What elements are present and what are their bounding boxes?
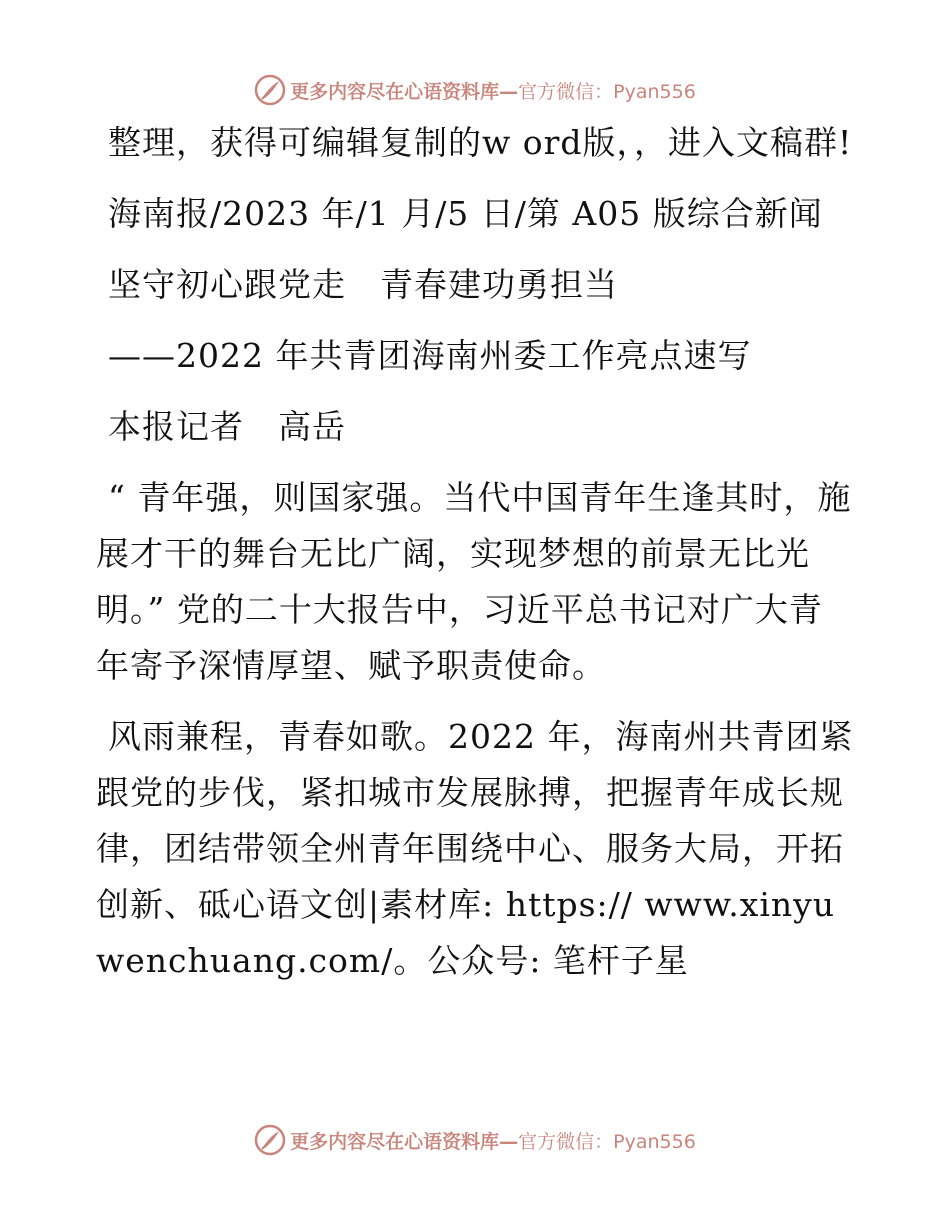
source-line: 海南报/2023 年/1 月/5 日/第 A05 版综合新闻 [108, 194, 823, 233]
article-subtitle: ——2022 年共青团海南州委工作亮点速写 [108, 336, 752, 375]
header-watermark-banner [0, 70, 950, 110]
banner-wechat-text: 官方微信：Pyan556 [518, 1130, 696, 1153]
reporter-line: 本报记者 高岳 [108, 407, 346, 446]
feather-pen-logo-icon [254, 1124, 286, 1156]
body-paragraph-1: “ 青年强，则国家强。当代中国青年生逢其时，施展才干的舞台无比广阔，实现梦想的前景无比光明。” 党的二十大报告中，习近平总书记对广大青年寄予深情厚望、赋予职责使命。 [96, 478, 852, 685]
banner-wechat-text: 官方微信：Pyan556 [518, 80, 696, 103]
article-title: 坚守初心跟党走 青春建功勇担当 [108, 265, 618, 304]
banner-main-text: 更多内容尽在心语资料库— [290, 80, 519, 103]
intro-paragraph: 整理，获得可编辑复制的w ord版，，进入文稿群! [108, 123, 853, 162]
footer-watermark-banner [0, 1120, 950, 1160]
banner-main-text: 更多内容尽在心语资料库— [290, 1130, 519, 1153]
feather-pen-logo-icon [254, 74, 286, 106]
body-paragraph-2: 风雨兼程，青春如歌。2022 年，海南州共青团紧跟党的步伐，紧扣城市发展脉搏，把握青年成长规律，团结带领全州青年围绕中心、服务大局，开拓创新、砥心语文创|素材库: https:// www.xinyuwenchuang.com/。公众号: 笔杆子星 [96, 717, 854, 980]
document-body [96, 115, 856, 1004]
